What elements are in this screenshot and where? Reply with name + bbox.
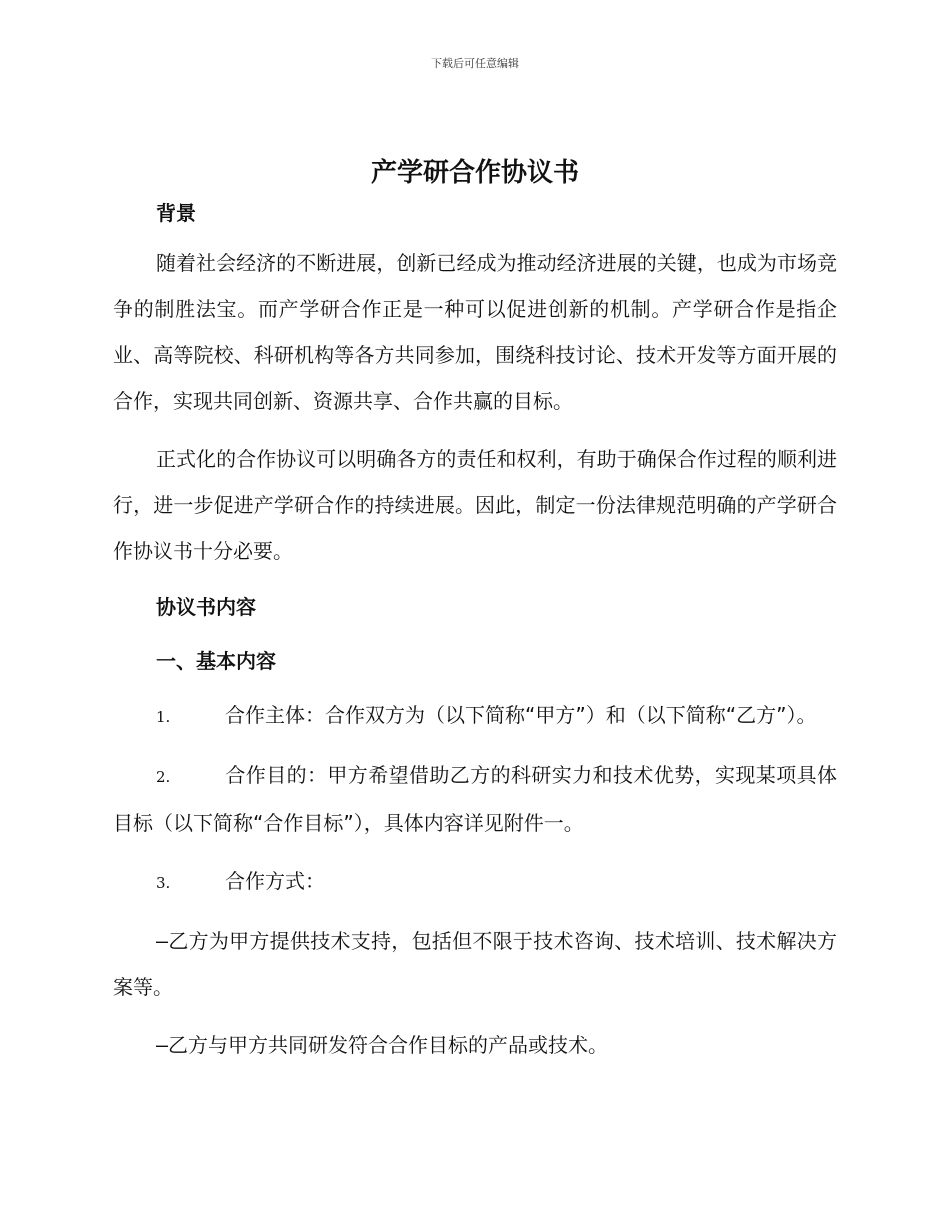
item-number: 2.: [156, 768, 171, 786]
background-paragraph: 正式化的合作协议可以明确各方的责任和权利，有助于确保合作过程的顺利进行，进一步促进产学研合作的持续进展。因此，制定一份法律规范明确的产学研合作协议书十分必要。: [113, 447, 837, 563]
item-number: 3.: [156, 874, 171, 892]
bullet-item: [113, 918, 837, 1010]
item-text: 合作主体：合作双方为（以下简称“甲方”）和（以下简称“乙方”）。: [225, 703, 817, 727]
list-item: [113, 858, 837, 906]
bullet-text: 乙方与甲方共同研发符合合作目标的产品或技术。: [168, 1033, 609, 1057]
agreement-heading: 协议书内容: [156, 595, 256, 619]
bullet-item: [113, 1022, 837, 1068]
page-header: 下载后可任意编辑: [431, 57, 519, 70]
item-text: 合作方式：: [225, 869, 325, 893]
bullet-text: 乙方为甲方提供技术支持，包括但不限于技术咨询、技术培训、技术解决方案等。: [113, 929, 837, 999]
bullet-dash: –: [156, 929, 169, 953]
item-number: 1.: [156, 708, 171, 726]
bullet-dash: –: [156, 1033, 169, 1057]
item-text: 合作目的：甲方希望借助乙方的科研实力和技术优势，实现某项具体目标（以下简称“合作目标”），具体内容详见附件一。: [113, 763, 837, 835]
list-item: [113, 692, 837, 740]
section-heading: 一、基本内容: [156, 649, 276, 673]
document-title: 产学研合作协议书: [370, 158, 579, 188]
list-item: [113, 752, 837, 846]
background-paragraph: 随着社会经济的不断进展，创新已经成为推动经济进展的关键，也成为市场竞争的制胜法宝。而产学研合作正是一种可以促进创新的机制。产学研合作是指企业、高等院校、科研机构等各方共同参加，围绕科技讨论、技术开发等方面开展的合作，实现共同创新、资源共享、合作共赢的目标。: [113, 251, 837, 413]
document-body: [113, 198, 837, 1068]
background-heading: 背景: [156, 201, 196, 225]
